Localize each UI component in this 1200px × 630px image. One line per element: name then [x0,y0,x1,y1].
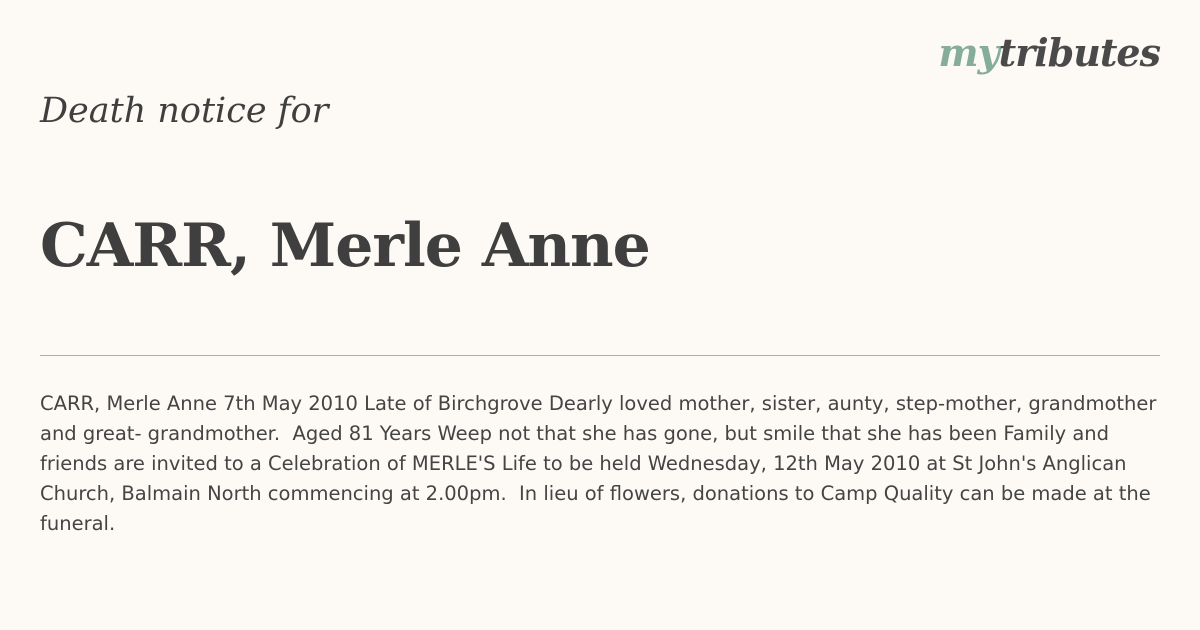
notice-kicker: Death notice for [40,91,329,131]
divider [40,355,1160,356]
deceased-name: CARR, Merle Anne [40,211,650,281]
mytributes-logo[interactable] [938,30,1160,75]
logo-my-text: my [938,30,999,75]
logo-tributes-text: tributes [998,30,1160,75]
notice-body: CARR, Merle Anne 7th May 2010 Late of Birchgrove Dearly loved mother, sister, aunty, step-mother, grandmother and great- grandmother. Aged 81 Years Weep not that she has gone, but smile that she has been Family and friends are invited to a Celebration of MERLE'S Life to be held Wednesday, 12th May 2010 at St John's Anglican Church, Balmain North commencing at 2.00pm. In lieu of flowers, donations to Camp Quality can be made at the funeral. [40,392,1163,535]
